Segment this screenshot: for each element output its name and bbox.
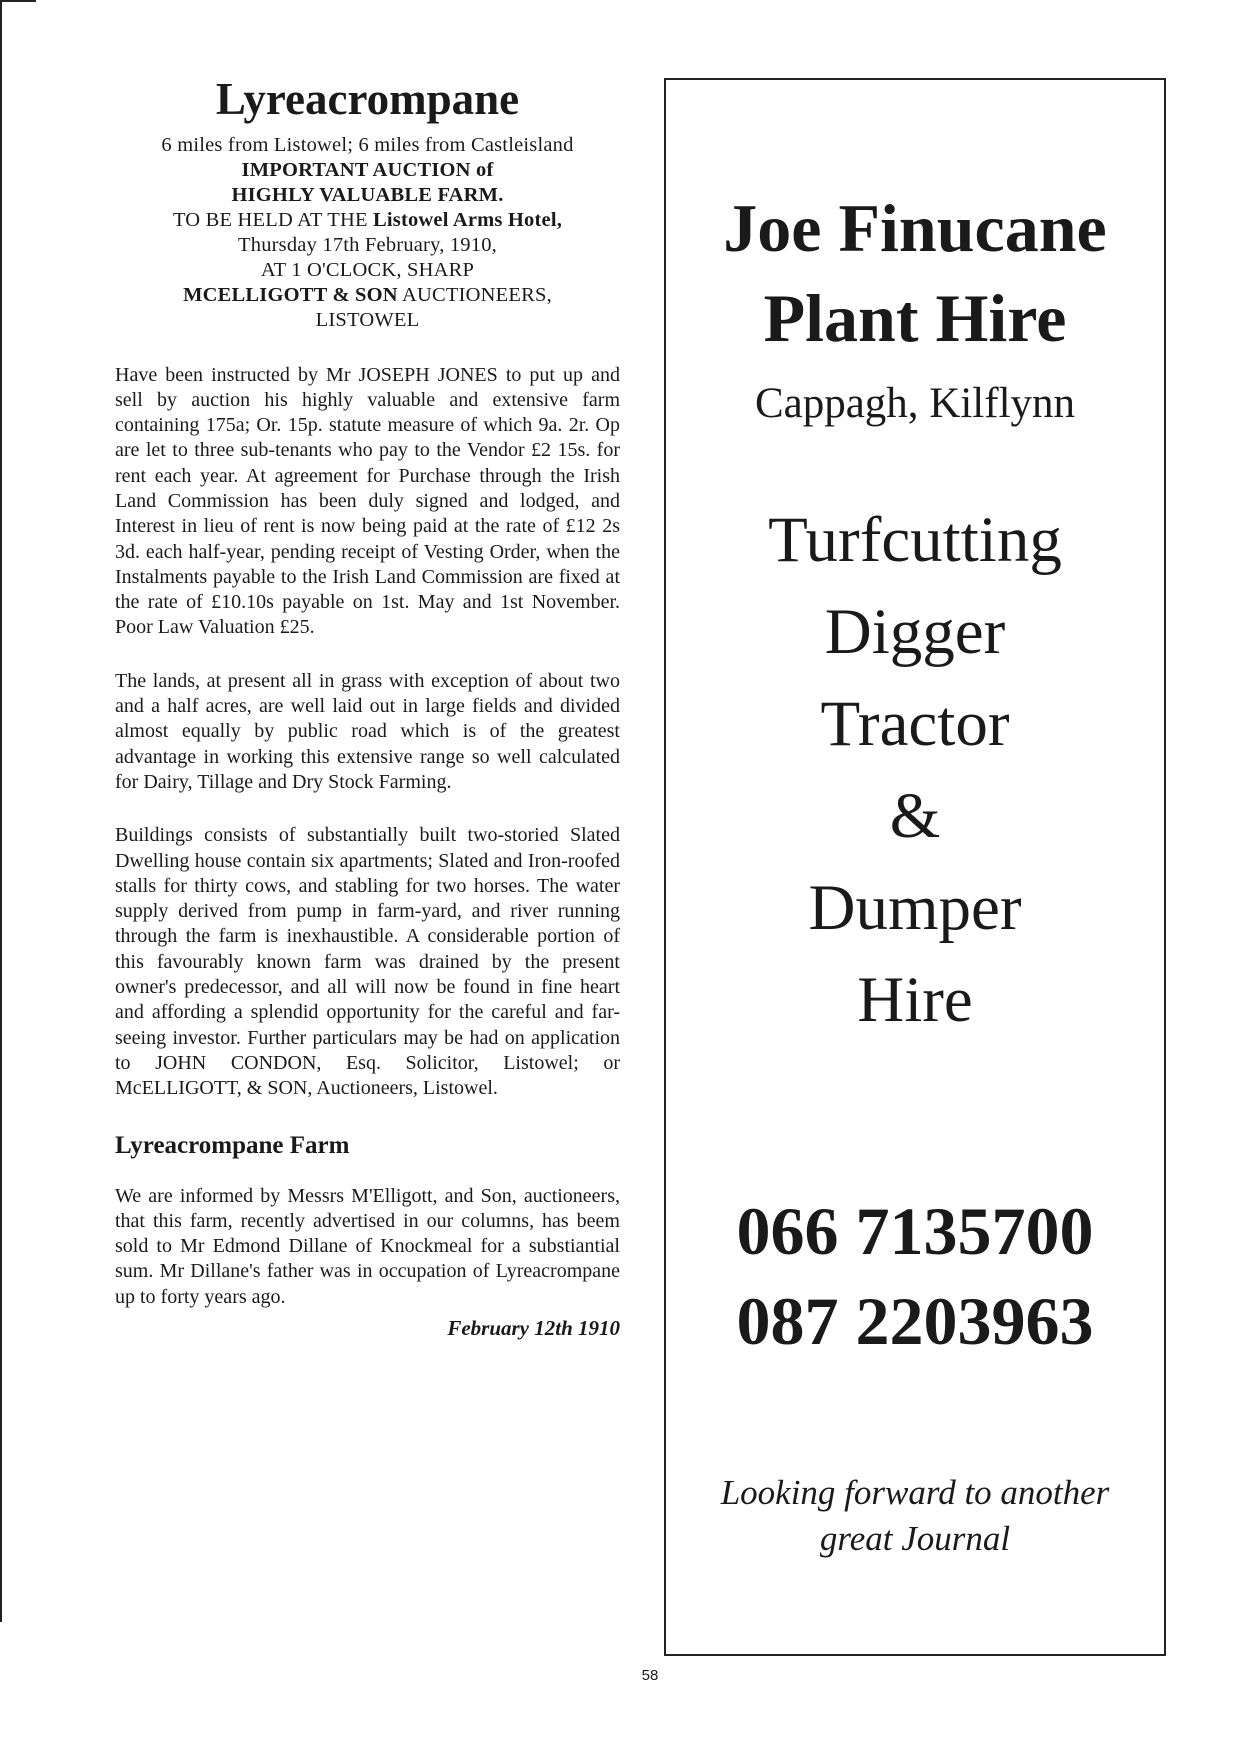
service-item: &: [889, 780, 941, 852]
farm-headline: HIGHLY VALUABLE FARM.: [231, 183, 504, 206]
venue-line: [115, 208, 620, 233]
phone-numbers: [666, 1186, 1164, 1366]
services-list: [666, 494, 1164, 1046]
venue-prefix: TO BE HELD AT THE: [172, 208, 373, 231]
service-item: Dumper: [808, 872, 1022, 944]
phone-number-landline: 066 7135700: [736, 1193, 1094, 1269]
advertiser-location: Cappagh, Kilflynn: [754, 380, 1076, 427]
paragraph-sale-report: We are informed by Messrs M'Elligott, and Son, auctioneers, that this farm, recently advertised in our columns, has beem sold to Mr Edmond Dillane of Knockmeal for a substiantial sum. Mr Dillane's father was in occupation of Lyreacrompane up to forty years ago.: [115, 1184, 620, 1308]
page-number: 58: [641, 1667, 659, 1684]
auction-notice-header: [115, 133, 620, 333]
service-item: Turfcutting: [768, 504, 1062, 576]
auctioneer-line: [115, 283, 620, 308]
article-title: Lyreacrompane: [215, 74, 520, 124]
scan-corner-mark: [0, 0, 36, 1622]
tagline-line-2: great Journal: [819, 1519, 1011, 1558]
service-item: Tractor: [820, 688, 1010, 760]
auction-time: AT 1 O'CLOCK, SHARP: [260, 258, 475, 281]
auctioneer-town: LISTOWEL: [315, 308, 420, 331]
auction-date: Thursday 17th February, 1910,: [238, 233, 497, 256]
distance-line: 6 miles from Listowel; 6 miles from Castleisland: [161, 133, 574, 156]
paragraph-instruction: Have been instructed by Mr JOSEPH JONES to put up and sell by auction his highly valuable and extensive farm containing 175a; Or. 15p. statute measure of which 9a. 2r. Op are let to three sub-tenants who pay to the Vendor £2 15s. for rent each year. At agreement for Purchase through the Irish Land Commission has been duly signed and lodged, and Interest in lieu of rent is now being paid at the rate of £12 2s 3d. each half-year, pending receipt of Vesting Order, when the Instalments payable to the Irish Land Commission are fixed at the rate of £10.10s payable on 1st. May and 1st November. Poor Law Valuation £25.: [115, 363, 620, 639]
service-item: Digger: [824, 596, 1006, 668]
article-column: [115, 75, 620, 1341]
service-item: Hire: [857, 964, 973, 1036]
ad-tagline: [666, 1470, 1164, 1562]
paragraph-buildings: Buildings consists of substantially built two-storied Slated Dwelling house contain six apartments; Slated and Iron-roofed stalls for thirty cows, and stabling for two horses. The water supply derived from pump in farm-yard, and river running through the farm is inexhaustible. A considerable portion of this favourably known farm was drained by the present owner's predecessor, and all will now be found in fine heart and affording a splendid opportunity for the careful and far-seeing investor. Further particulars may be had on application to JOHN CONDON, Esq. Solicitor, Listowel; or McELLIGOTT, & SON, Auctioneers, Listowel.: [115, 824, 620, 1100]
venue-name: Listowel Arms Hotel,: [373, 208, 563, 231]
advertiser-name: [666, 183, 1164, 363]
paragraph-lands: The lands, at present all in grass with exception of about two and a half acres, are well laid out in large fields and divided almost equally by public road which is of the greatest advantage in working this extensive range so well calculated for Dairy, Tillage and Dry Stock Farming.: [115, 669, 620, 793]
auction-headline: IMPORTANT AUCTION of: [241, 158, 494, 181]
advertiser-name-line-2: Plant Hire: [763, 280, 1067, 356]
advertisement-box: [664, 78, 1166, 1656]
auctioneer-title: AUCTIONEERS,: [397, 283, 552, 306]
phone-number-mobile: 087 2203963: [736, 1283, 1094, 1359]
article-dateline: February 12th 1910: [447, 1316, 620, 1340]
tagline-line-1: Looking forward to another: [720, 1473, 1110, 1512]
auctioneer-name: MCELLIGOTT & SON: [183, 283, 398, 306]
advertiser-name-line-1: Joe Finucane: [723, 190, 1107, 266]
article-subheading: Lyreacrompane Farm: [115, 1131, 350, 1159]
